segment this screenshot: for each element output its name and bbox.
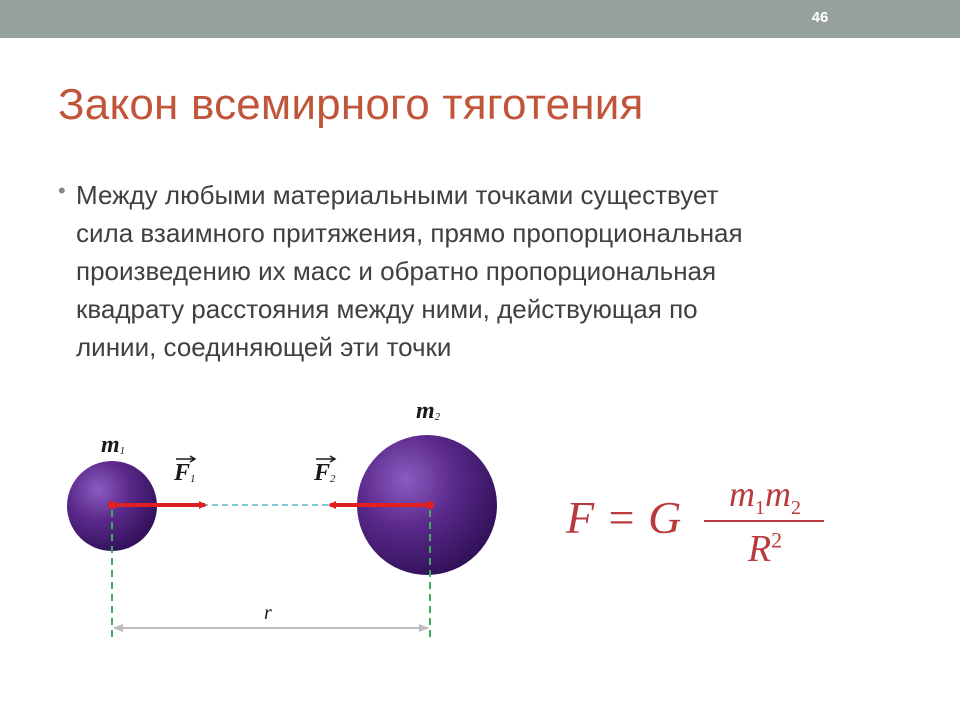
formula-fraction-bar [704, 520, 824, 522]
top-bar [0, 0, 960, 38]
bullet-text: Между любыми материальными точками существует сила взаимного притяжения, прямо пропорциональная произведению их масс и обратно пропорциональная квадрату расстояния между ними, действующая по линии, соединяющей эти точки [76, 180, 743, 362]
center2-dot [426, 501, 434, 509]
formula-lhs: F = G [566, 492, 682, 543]
gravity-formula [566, 475, 836, 575]
slide-number: 46 [811, 9, 829, 26]
formula-numerator: $m_1m_2$ [729, 474, 801, 520]
formula-denominator: $R^2$ [747, 527, 783, 570]
force2-label: $F_2$ [314, 460, 336, 486]
slide-title: Закон всемирного тяготения [58, 80, 644, 129]
distance-label: r [264, 602, 272, 624]
center1-dot [108, 501, 116, 509]
bullet-dot-icon: • [58, 178, 66, 203]
mass1-label: $m_1$ [101, 432, 126, 458]
force1-label: $F_1$ [174, 460, 196, 486]
mass2-label: $m_2$ [416, 398, 441, 424]
